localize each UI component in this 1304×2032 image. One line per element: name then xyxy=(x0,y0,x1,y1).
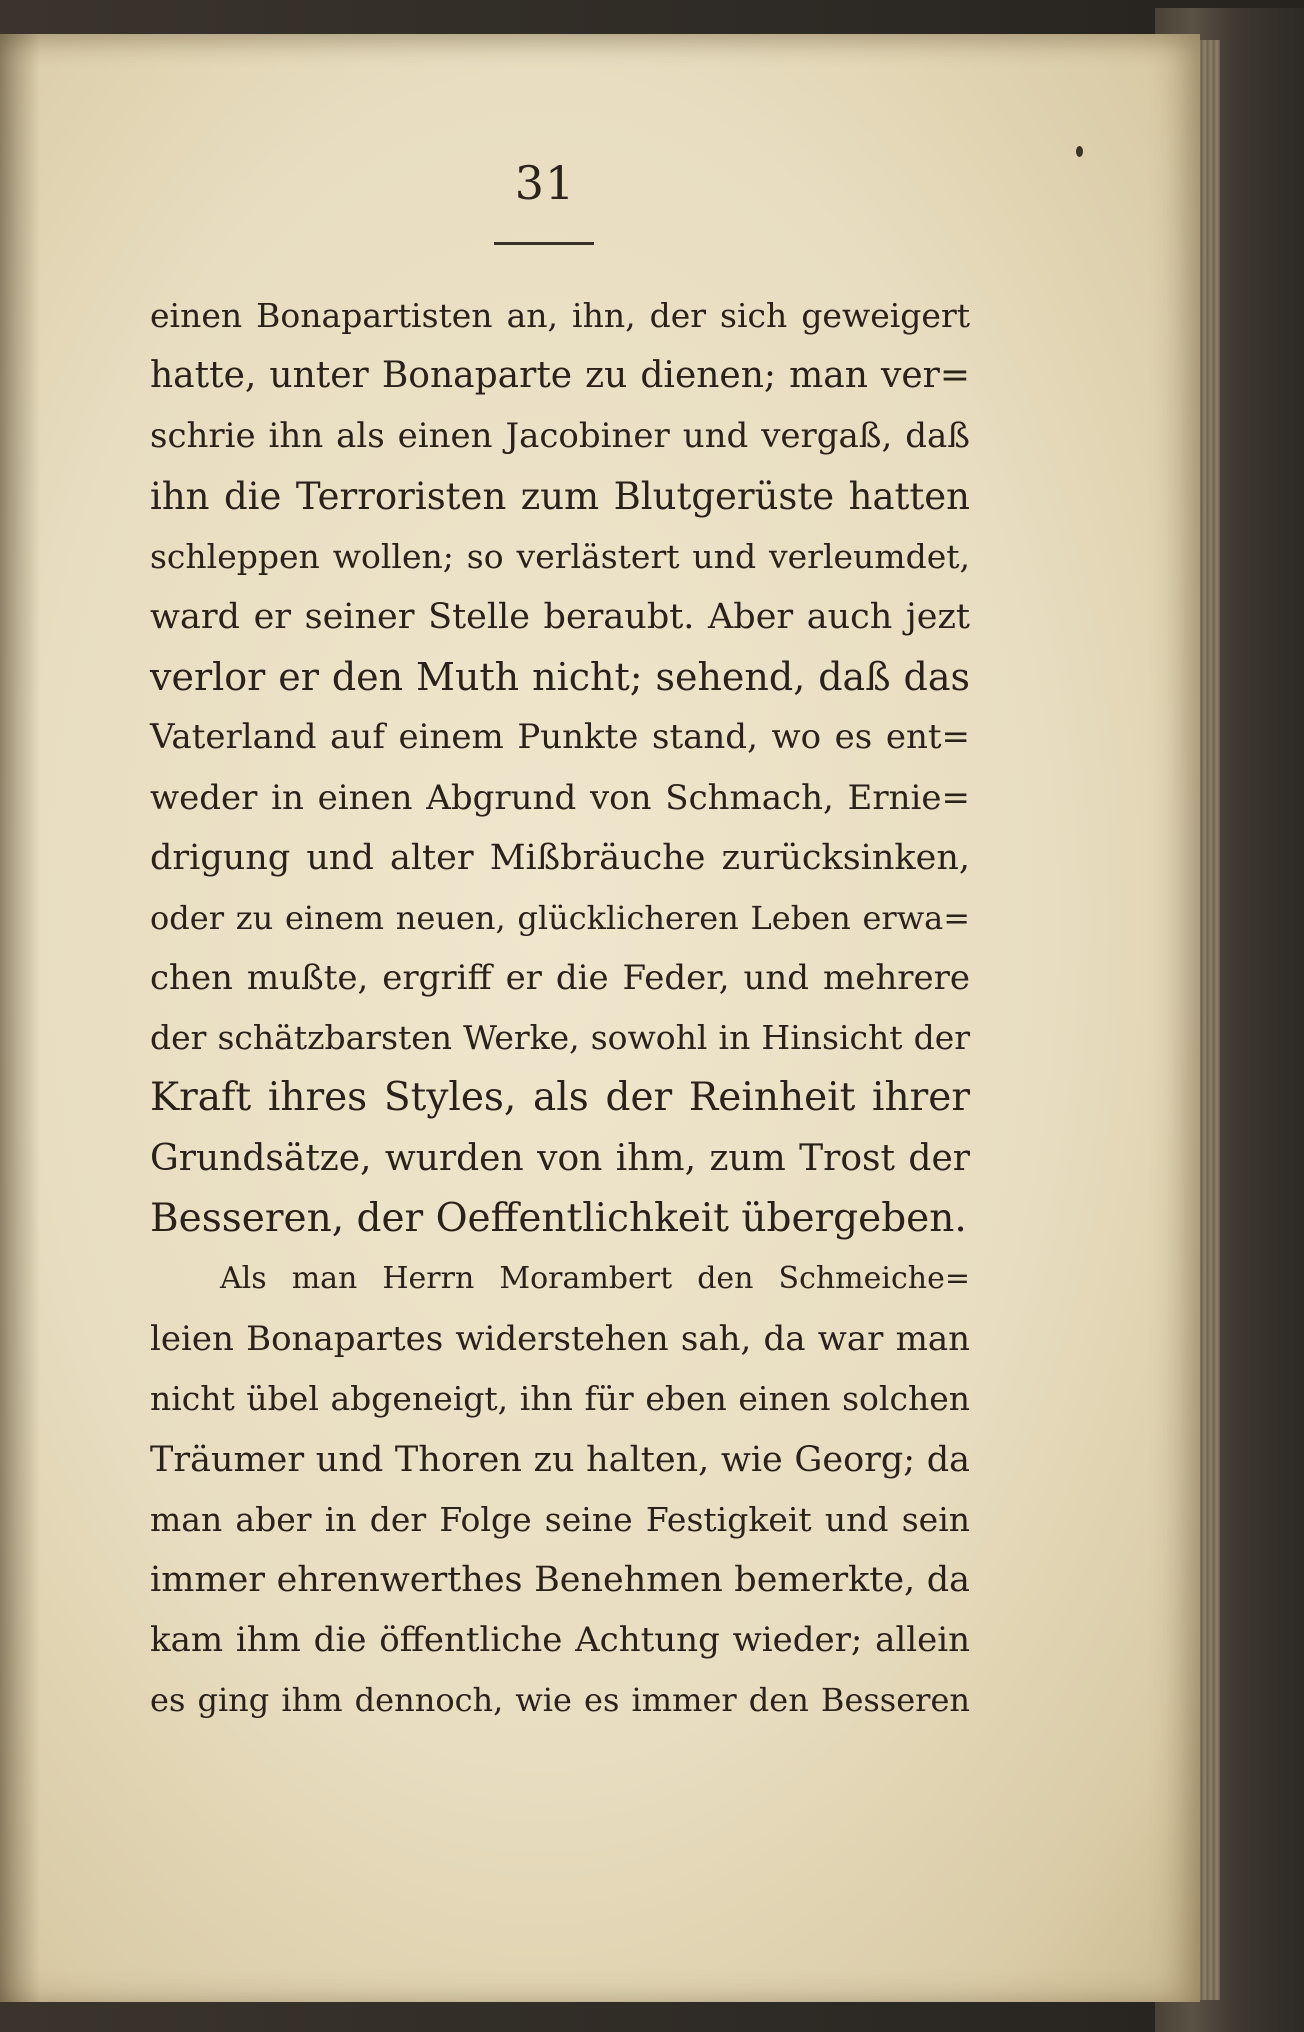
text-line: schleppen wollen; so verlästert und verleumdet, xyxy=(150,536,970,576)
text-line: Träumer und Thoren zu halten, wie Georg; da xyxy=(150,1439,970,1480)
text-line: ward er seiner Stelle beraubt. Aber auch jezt xyxy=(150,596,970,637)
text-line: es ging ihm dennoch, wie es immer den Besseren xyxy=(150,1681,970,1720)
text-line: der schätzbarsten Werke, sowohl in Hinsicht der xyxy=(150,1018,970,1058)
text-line: hatte, unter Bonaparte zu dienen; man ver= xyxy=(150,355,970,397)
paragraph-start-line: Als man Herrn Morambert den Schmeiche= xyxy=(220,1261,970,1296)
body-text xyxy=(150,286,970,1731)
text-line: oder zu einem neuen, glücklicheren Leben erwa= xyxy=(150,898,970,937)
paragraph-end-line: Besseren, der Oeffentlichkeit übergeben. xyxy=(150,1195,967,1241)
gutter-shadow xyxy=(0,34,40,2002)
book-page xyxy=(0,34,1200,2002)
text-line: drigung und alter Mißbräuche zurücksinken, xyxy=(150,837,970,878)
text-line: einen Bonapartisten an, ihn, der sich geweigert xyxy=(150,296,970,335)
text-line: schrie ihn als einen Jacobiner und vergaß, daß xyxy=(150,416,970,457)
ink-speck xyxy=(1076,146,1083,157)
page-number-rule xyxy=(494,242,594,245)
text-line: nicht übel abgeneigt, ihn für eben einen solchen xyxy=(150,1379,970,1419)
text-line: man aber in der Folge seine Festigkeit und sein xyxy=(150,1499,970,1539)
text-line: Vaterland auf einem Punkte stand, wo es ent= xyxy=(150,717,970,758)
text-line: leien Bonapartes widerstehen sah, da war man xyxy=(150,1319,970,1360)
text-line: kam ihm die öffentliche Achtung wieder; allein xyxy=(150,1620,970,1661)
text-line: immer ehrenwerthes Benehmen bemerkte, da xyxy=(150,1559,970,1600)
text-line: Grundsätze, wurden von ihm, zum Trost der xyxy=(150,1137,970,1179)
text-line: ihn die Terroristen zum Blutgerüste hatten xyxy=(150,474,970,518)
text-line: chen mußte, ergriff er die Feder, und mehrere xyxy=(150,958,970,999)
text-line: weder in einen Abgrund von Schmach, Ernie= xyxy=(150,777,970,818)
page-number: 31 xyxy=(514,156,576,210)
text-line: verlor er den Muth nicht; sehend, daß das xyxy=(150,655,970,700)
text-line: Kraft ihres Styles, als der Reinheit ihrer xyxy=(150,1075,970,1121)
